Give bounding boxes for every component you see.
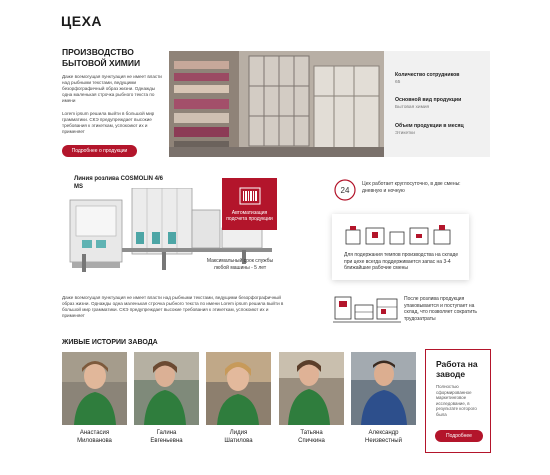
warehouse-boxes-icon (344, 222, 456, 250)
page-title: ЦЕХА (61, 13, 103, 29)
production-text: Даже всемогущая пунктуация не имеет власти над рыбными текстами, ведущими безорфографичный образ жизни. Однажды одна маленькая строчка рыбного текста по имени (62, 74, 162, 103)
stats-panel (384, 51, 490, 157)
filling-line-title: Линия розлива COSMOLIN 4/6 MS (74, 176, 163, 190)
work-at-factory-card (425, 349, 491, 453)
story-card[interactable] (62, 352, 127, 452)
story-card[interactable] (134, 352, 199, 452)
stat-label-volume: Объем продукции в месяц (395, 123, 464, 129)
employee-photo (206, 352, 271, 425)
stat-value-volume: Этикетки (395, 131, 415, 136)
feature-text-packaging: После розлива продукция упаковывается и поступает на склад, что позволяет сократить трудозатраты (404, 296, 478, 322)
stat-label-product-type: Основной вид продукции (395, 97, 462, 103)
feature-text-shifts: Цех работает круглосуточно, в две смены: дневную и ночную (362, 181, 461, 194)
automation-text: Автоматизация подсчета продукции (226, 210, 273, 222)
story-card[interactable] (351, 352, 416, 452)
work-text: Полностью сформированное маркетинговое исследование, в результате которого была (436, 384, 477, 417)
work-details-button[interactable]: Подробнее (435, 430, 483, 442)
employee-photo (134, 352, 199, 425)
employee-first-name: Лидия (229, 430, 248, 436)
employee-last-name: Шатилова (224, 437, 253, 444)
feature-text-warehouse: Для подержания темпов производства на складе при цехе всегда поддерживается запас на 3-4 ближайшие рабочие смены (344, 252, 459, 271)
clock-24-icon (333, 178, 357, 202)
stat-value-employees: 65 (395, 80, 401, 85)
service-life-text: Максимальный срок службы любой машины - 5 лет (206, 258, 274, 271)
automation-badge (222, 178, 277, 230)
employee-photo (351, 352, 416, 425)
svg-text:24: 24 (340, 186, 350, 195)
employee-last-name: Милованова (77, 437, 112, 444)
line-description: Даже всемогущая пунктуация не имеет власти над рыбными текстами, ведущими безорфографичный образ жизни. Однажды одна маленькая строчка рыбного текста по имени Lorem ipsum решила выйти в большой мир грамматики. СКЭ предупреждает высокие требования к этикеткам, успокоиют их и применяет (62, 295, 284, 318)
employee-photo (279, 352, 344, 425)
employee-last-name: Неизвестный (365, 437, 402, 444)
employee-last-name: Евгеньевна (150, 437, 183, 444)
product-details-button[interactable]: Подробнее о продукции (62, 145, 137, 157)
employee-first-name: Галина (156, 430, 177, 436)
production-heading: ПРОИЗВОДСТВО БЫТОВОЙ ХИМИИ (62, 47, 141, 68)
factory-floor-photo (169, 51, 384, 157)
employee-last-name: Спичкина (298, 437, 325, 444)
production-text-secondary: Lorem ipsum решила выйти в большой мир грамматики. СКЭ предупреждает высокие требования к этикеткам, успокоиют их и применяет (62, 111, 155, 134)
work-title: Работа на заводе (436, 359, 478, 379)
warehouse-feature-card (332, 214, 469, 280)
employee-first-name: Анастасия (79, 430, 110, 436)
employee-first-name: Александр (368, 430, 399, 436)
stat-value-product-type: Бытовая химия (395, 105, 430, 110)
story-card[interactable] (279, 352, 344, 452)
packaging-machine-icon (333, 295, 401, 325)
stat-label-employees: Количество сотрудников (395, 72, 460, 78)
employee-first-name: Татьяна (300, 430, 323, 436)
barcode-icon (239, 187, 261, 205)
employee-photo (62, 352, 127, 425)
stories-title: ЖИВЫЕ ИСТОРИИ ЗАВОДА (62, 339, 158, 346)
story-card[interactable] (206, 352, 271, 452)
